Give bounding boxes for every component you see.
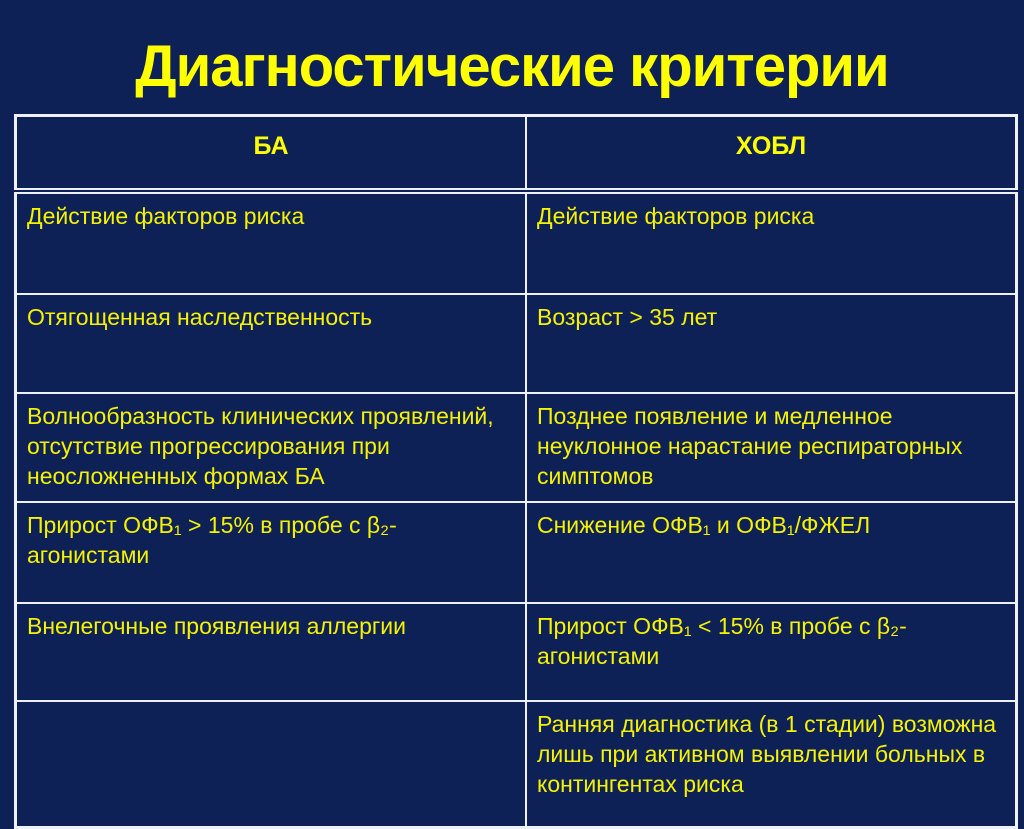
cell-risk-factors-ba: Действие факторов риска [16,191,527,294]
cell-early-diagnosis-hobl: Ранняя диагностика (в 1 стадии) возможна лишь при активном выявлении больных в контингентах риска [526,701,1017,828]
slide-title: Диагностические критерии [135,33,889,99]
table-header-row [16,116,1017,192]
cell-age-hobl: Возраст > 35 лет [526,294,1017,393]
column-header-ba: БА [16,116,527,192]
cell-late-onset-hobl: Позднее появление и медленное неуклонное нарастание респираторных симптомов [526,393,1017,502]
cell-heredity-ba: Отягощенная наследственность [16,294,527,393]
cell-wavelike-course-ba: Волнообразность клинических проявлений, отсутствие прогрессирования при неосложненных формах БА [16,393,527,502]
cell-fev1-low-gain-hobl: Прирост ОФВ₁ < 15% в пробе с β₂-агонистами [526,603,1017,701]
column-header-hobl: ХОБЛ [526,116,1017,192]
table-row [16,191,1017,294]
cell-fev1-decline-hobl: Снижение ОФВ₁ и ОФВ₁/ФЖЕЛ [526,502,1017,603]
cell-fev1-gain-ba: Прирост ОФВ₁ > 15% в пробе с β₂-агонистами [16,502,527,603]
cell-empty-ba [16,701,527,828]
cell-risk-factors-hobl: Действие факторов риска [526,191,1017,294]
table-row [16,502,1017,603]
table-row [16,294,1017,393]
table-row [16,701,1017,828]
diagnostic-criteria-table [14,114,1018,829]
cell-extrapulmonary-allergy-ba: Внелегочные проявления аллергии [16,603,527,701]
table-row [16,603,1017,701]
table-row [16,393,1017,502]
